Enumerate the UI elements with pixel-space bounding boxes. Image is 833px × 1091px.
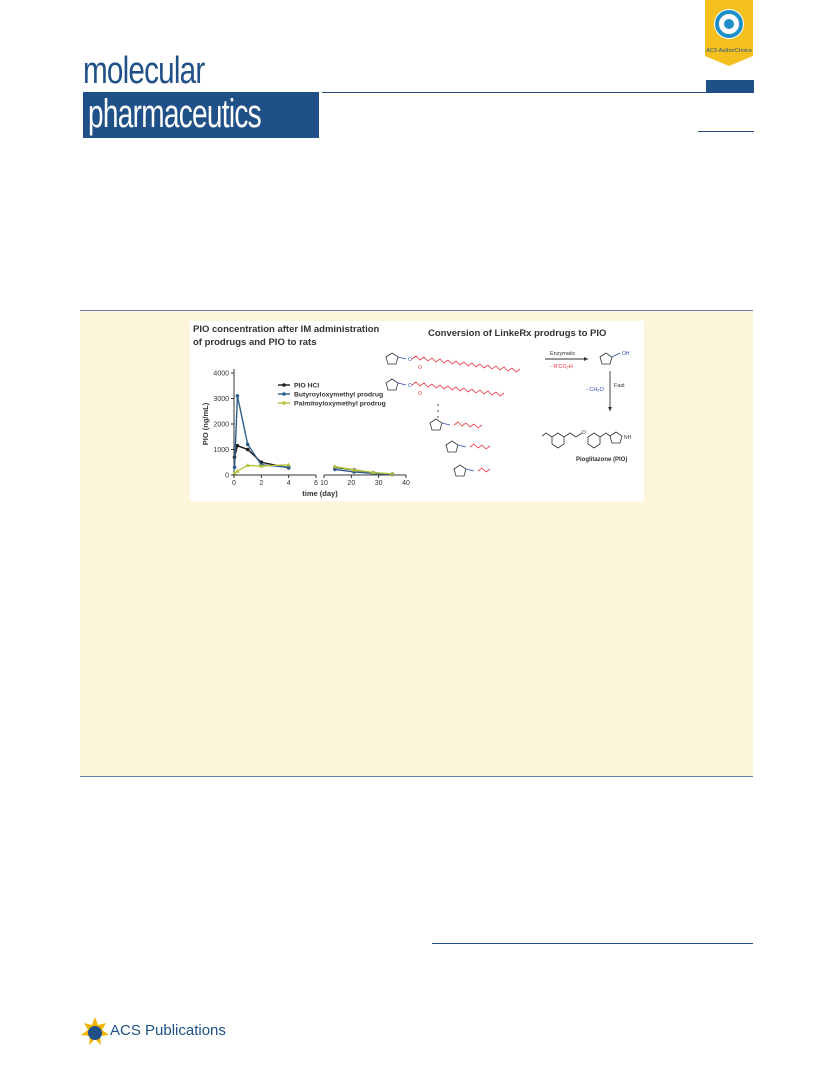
x-tick-label: 10 <box>320 480 328 487</box>
prodrug-structure-2 <box>386 379 504 397</box>
footnote-rule <box>432 943 753 944</box>
svg-text:O: O <box>418 391 422 397</box>
legend-label: Butyroyloxymethyl prodrug <box>294 391 384 399</box>
header-block <box>706 80 754 93</box>
prodrug-structure-1 <box>386 353 520 372</box>
y-tick-label: 2000 <box>213 421 229 429</box>
product-label: Pioglitazone (PIO) <box>576 457 628 463</box>
y-tick-label: 1000 <box>213 447 229 454</box>
released-acid-label: - R'CO₂H <box>550 364 573 370</box>
chart-title-line2: of prodrugs and PIO to rats <box>193 337 317 348</box>
data-point <box>246 443 250 447</box>
enzymatic-arrowhead <box>584 357 588 361</box>
x-tick-label: 0 <box>232 480 236 487</box>
x-tick-label: 4 <box>286 480 291 487</box>
legend-marker <box>282 392 286 396</box>
prodrug-structure-4 <box>446 441 490 452</box>
formaldehyde-label: - CH₂O <box>586 387 604 393</box>
x-tick-label: 30 <box>374 480 383 487</box>
legend-label: Palmitoyloxymethyl prodrug <box>294 400 386 408</box>
enzymatic-label: Enzymatic <box>550 351 576 357</box>
y-tick-label: 3000 <box>213 396 229 403</box>
x-tick-label: 2 <box>259 480 264 487</box>
header-rule <box>322 92 706 93</box>
hydroxymethyl-intermediate <box>600 353 620 364</box>
ellipsis-dots <box>437 404 439 418</box>
legend-marker <box>282 401 286 405</box>
x-tick-label: 20 <box>347 480 356 487</box>
x-tick-label: 40 <box>402 480 410 487</box>
svg-text:NH: NH <box>624 435 632 441</box>
data-point <box>246 448 250 452</box>
y-tick-label: 0 <box>225 472 229 480</box>
y-axis-label: PIO (ng/mL) <box>201 402 210 446</box>
svg-text:O: O <box>408 357 412 363</box>
series-line-segment <box>235 396 289 467</box>
svg-text:O: O <box>418 365 422 371</box>
author-choice-badge[interactable] <box>705 0 753 66</box>
fast-label: Fast <box>614 383 625 389</box>
publisher-name[interactable]: ACS Publications <box>110 1022 226 1039</box>
svg-text:OH: OH <box>622 351 630 357</box>
y-tick-label: 4000 <box>213 370 229 378</box>
legend-label: PIO HCl <box>294 382 320 390</box>
journal-title-line2: pharmaceutics <box>88 92 261 136</box>
acs-icon <box>80 1015 110 1049</box>
prodrug-structure-3 <box>430 419 482 430</box>
svg-text:O: O <box>582 430 586 436</box>
header-short-rule <box>698 131 754 132</box>
toc-graphic <box>190 321 644 501</box>
svg-text:O: O <box>408 383 412 389</box>
fast-arrowhead <box>608 407 612 411</box>
x-tick-label: 6 <box>314 480 318 487</box>
prodrug-structure-5 <box>454 465 490 476</box>
scheme-title: Conversion of LinkeRx prodrugs to PIO <box>428 328 607 339</box>
journal-title-line1: molecular <box>83 50 205 92</box>
data-point <box>236 394 240 398</box>
data-point <box>233 466 237 470</box>
legend-marker <box>282 383 286 387</box>
pk-chart <box>201 369 410 498</box>
x-axis-label: time (day) <box>302 489 338 498</box>
chart-title-line1: PIO concentration after IM administration <box>193 324 380 335</box>
badge-label: ACS AuthorChoice <box>706 48 752 54</box>
